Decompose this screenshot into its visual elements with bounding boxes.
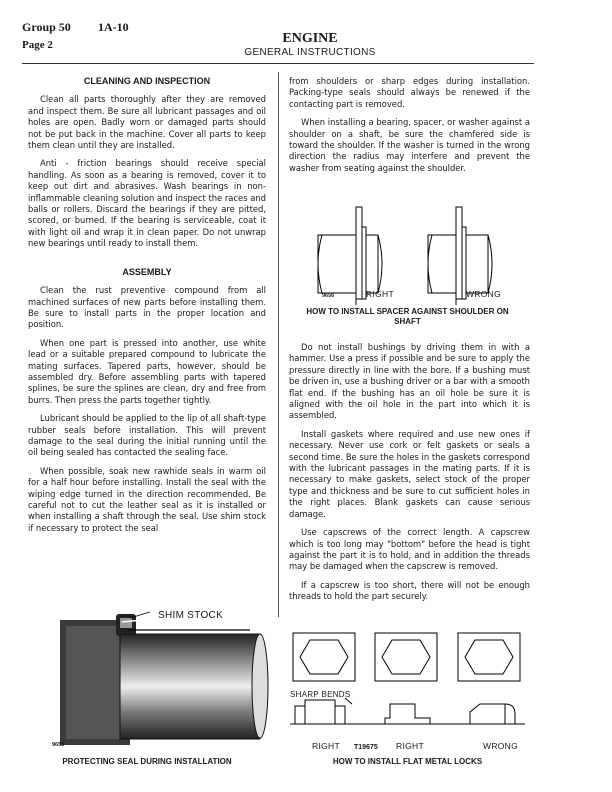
right-paragraph-2: When installing a bearing, spacer, or washer against a shoulder on a shaft, be sure the chamfered side is toward the shoulder. If the washer is turned in the wrong direction the radius may interfere and prevent the washer from seating against the shoulder. (289, 117, 530, 173)
locks-wrong-label: WRONG (483, 741, 519, 751)
cleaning-paragraph-1: Clean all parts thoroughly after they are removed and inspect them. Be sure all lubricant passages and oil holes are open. Badly worn or damaged parts should not be put back in the machine. Cover all parts to keep them clean until they are installed. (28, 94, 266, 151)
right-paragraph-4: Install gaskets where required and use new ones if necessary. Never use cork or felt gaskets or seals a second time. Be sure the holes in the gaskets correspond with the lubricant passages in the mating parts. If it is necessary to make gaskets, select stock of the proper type and thickness and be sure to cut sufficient holes in the right places. Blank gaskets can cause serious damage. (289, 428, 530, 519)
figure-number-locks: T19675 (354, 744, 378, 751)
column-divider (278, 72, 279, 617)
spacer-caption: HOW TO INSTALL SPACER AGAINST SHOULDER ON SHAFT (306, 307, 509, 326)
assembly-paragraph-2: When one part is pressed into another, use white lead or a suitable prepared compound to lubricate the mating surfaces. Tapered parts, however, should be assembled dry. Before assembling parts with tapered splines, be sure the splines are clean, dry and free from burrs. Then press the parts together tightly. (28, 337, 266, 405)
page-number: Page 2 (22, 39, 53, 51)
spacer-wrong-label: WRONG (466, 289, 502, 299)
metal-locks-figure (290, 628, 530, 743)
seal-shim-illustration (50, 600, 270, 750)
right-paragraph-6: If a capscrew is too short, there will not be enough threads to hold the part securely. (289, 579, 530, 602)
right-column-bottom (289, 342, 530, 610)
figure-number-spacer: 9656 (322, 293, 335, 299)
right-paragraph-1: from shoulders or sharp edges during installation. Packing-type seals should always be renewed if the contacting part is removed. (289, 76, 530, 109)
sharp-bends-label: SHARP BENDS (290, 690, 351, 699)
locks-caption: HOW TO INSTALL FLAT METAL LOCKS (332, 757, 483, 766)
assembly-paragraph-3: Lubricant should be applied to the lip of all shaft-type rubber seals before installation. This will prevent damage to the seal during the initial running until the oil being sealed has contacted the sealing face. (28, 413, 266, 458)
page-subtitle: GENERAL INSTRUCTIONS (244, 47, 376, 58)
right-paragraph-3: Do not install bushings by driving them in with a hammer. Use a press if possible and be sure to apply the pressure directly in line with the bore. If a bushing must be driven in, use a bushing driver or a bar with a smooth flat end. If the bushing has an oil hole be sure it is aligned with the oil hole in the part into which it is assembled. (289, 342, 530, 421)
spacer-right-label: RIGHT (366, 289, 394, 299)
cleaning-heading: CLEANING AND INSPECTION (83, 76, 211, 86)
shim-stock-label: SHIM STOCK (158, 610, 224, 621)
page-code: 1A-10 (98, 20, 129, 34)
cleaning-paragraph-2: Anti - friction bearings should receive special handling. As soon as a bearing is removed, cover it to keep out dirt and abrasives. Wash bearings in non-inflammable cleaning solution and inspect the races and balls or rollers. Discard the bearings if they are pitted, scored, or burned. If the bearing is serviceable, coat it with light oil and wrap it in clean paper. Do not unwrap new bearings until ready to install them. (28, 158, 266, 249)
left-column (28, 76, 266, 541)
assembly-paragraph-4: When possible, soak new rawhide seals in warm oil for a half hour before installing. Install the seal with the wiping edge turned in the direction recommended. Be careful not to cut the leather seal as it is installed or when installing a shaft through the seal. Use shim stock if necessary to protect the seal (28, 465, 266, 533)
shim-stock-figure (50, 600, 270, 750)
header-rule (22, 63, 534, 64)
flat-metal-locks-illustration (290, 628, 530, 743)
group-number: Group 50 (22, 20, 71, 34)
assembly-heading: ASSEMBLY (122, 266, 172, 277)
shim-stock-caption: PROTECTING SEAL DURING INSTALLATION (62, 757, 232, 766)
page-title: ENGINE (282, 31, 338, 46)
right-column-top (289, 76, 530, 181)
assembly-paragraph-1: Clean the rust preventive compound from all machined surfaces of new parts before installing them. Be sure to install parts in the proper location and position. (28, 285, 266, 330)
locks-right-label-2: RIGHT (396, 741, 424, 751)
spacer-figure (300, 205, 520, 305)
right-paragraph-5: Use capscrews of the correct length. A capscrew which is too long may "bottom" before the head is tight against the part it is to hold, and in addition the threads may be damaged when the capscrew is removed. (289, 527, 530, 572)
locks-right-label-1: RIGHT (312, 741, 340, 751)
figure-number-left: 9655 (52, 742, 65, 748)
